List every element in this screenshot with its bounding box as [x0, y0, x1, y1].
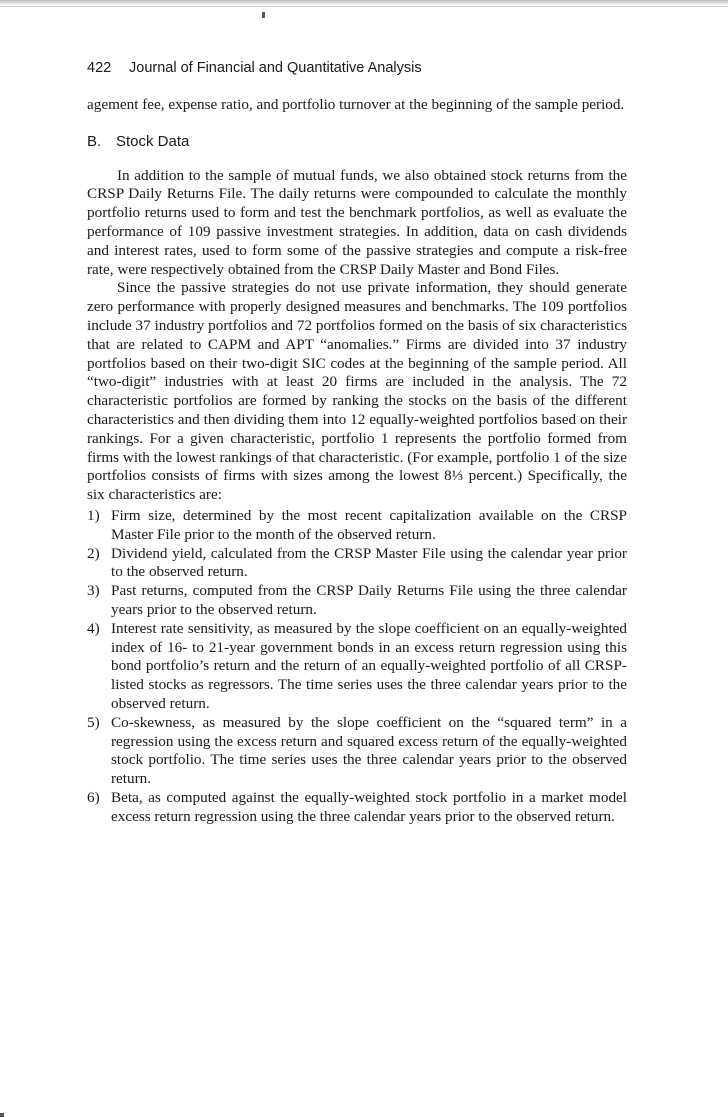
list-marker: 1) [87, 506, 100, 524]
page-body [87, 96, 627, 826]
list-marker: 3) [87, 582, 100, 600]
journal-title: Journal of Financial and Quantitative Analysis [129, 60, 422, 76]
list-item-text: Firm size, determined by the most recent capitalization available on the CRSP Master File prior to the month of the observed return. [111, 506, 627, 543]
paragraph-stock-returns: In addition to the sample of mutual funds, we also obtained stock returns from the CRSP Daily Returns File. The daily returns were compounded to calculate the monthly portfolio returns used to form and test the benchmark portfolios, as well as evaluate the performance of 109 passive investment strategies. In addition, data on cash dividends and interest rates, used to form some of the passive strategies and compute a risk-free rate, were respectively obtained from the CRSP Daily Master and Bond Files. [87, 166, 627, 278]
list-item [87, 507, 627, 545]
list-marker: 6) [87, 788, 100, 806]
list-marker: 2) [87, 544, 100, 562]
list-item [87, 620, 627, 714]
list-item-text: Past returns, computed from the CRSP Daily Returns File using the three calendar years prior to the observed return. [111, 582, 627, 618]
list-item [87, 545, 627, 583]
scan-edge-line [0, 6, 728, 7]
page-number: 422 [87, 60, 112, 76]
list-item [87, 789, 627, 827]
list-marker: 5) [87, 713, 100, 731]
list-item-text: Dividend yield, calculated from the CRSP Master File using the calendar year prior to the observed return. [111, 544, 627, 581]
list-item [87, 714, 627, 789]
scan-corner-mark [0, 1113, 4, 1117]
continued-paragraph: agement fee, expense ratio, and portfolio turnover at the beginning of the sample period. [87, 96, 625, 113]
list-item-text: Interest rate sensitivity, as measured by the slope coefficient on an equally-weighted index of 16- to 21-year government bonds in an excess return regression using this bond portfolio’s return and the return of an equally-weighted portfolio of all CRSP-listed stocks as regressors. The time series uses the three calendar years prior to the observed return. [111, 619, 627, 712]
list-item [87, 582, 627, 620]
list-item-text: Co-skewness, as measured by the slope coefficient on the “squared term” in a regression using the excess return and squared excess return of the equally-weighted stock portfolio. The time series uses the three calendar years prior to the observed return. [111, 713, 627, 788]
section-title: Stock Data [116, 132, 190, 150]
paragraph-passive-strategies: Since the passive strategies do not use private information, they should generate zero performance with properly designed measures and benchmarks. The 109 portfolios include 37 industry portfolios and 72 portfolios formed on the basis of six characteristics that are related to CAPM and APT “anomalies.” Firms are divided into 37 industry portfolios based on their two-digit SIC codes at the beginning of the sample period. All “two-digit” industries with at least 20 firms are included in the analysis. The 72 characteristic portfolios are formed by ranking the stocks on the basis of the different characteristics and then dividing them into 12 equally-weighted portfolios based on their rankings. For a given characteristic, portfolio 1 represents the portfolio formed from firms with the lowest rankings of that characteristic. (For example, portfolio 1 of the size portfolios consists of firms with sizes among the lowest 8⅓ percent.) Specifically, the six characteristics are: [87, 279, 627, 504]
section-heading [87, 133, 627, 152]
list-marker: 4) [87, 619, 100, 637]
section-number: B. [87, 132, 102, 150]
running-head [87, 60, 647, 76]
characteristics-list [87, 507, 627, 827]
scan-speck [262, 12, 265, 18]
list-item-text: Beta, as computed against the equally-weighted stock portfolio in a market model excess return regression using the three calendar years prior to the observed return. [111, 788, 627, 825]
